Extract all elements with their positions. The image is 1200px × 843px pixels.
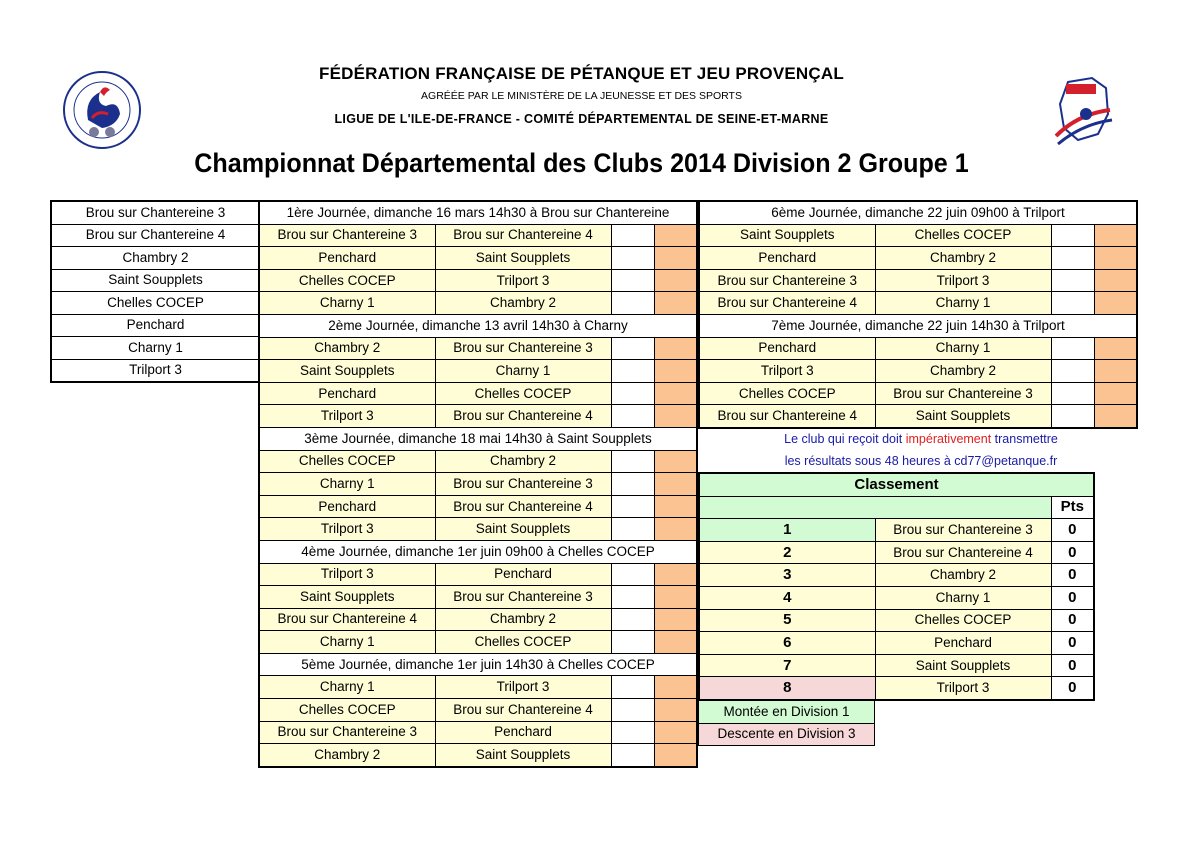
score-cell[interactable] <box>654 676 697 699</box>
notice-line-2: les résultats sous 48 heures à cd77@petanque.fr <box>784 454 1058 468</box>
rounds-right <box>698 200 1138 429</box>
home-team: Brou sur Chantereine 4 <box>699 292 875 315</box>
score-cell[interactable] <box>611 563 654 586</box>
away-team: Brou sur Chantereine 3 <box>435 473 611 496</box>
standings-row <box>699 519 1094 542</box>
rank-points: 0 <box>1051 609 1094 632</box>
score-cell[interactable] <box>611 269 654 292</box>
home-team: Charny 1 <box>259 473 435 496</box>
score-cell[interactable] <box>611 450 654 473</box>
round-title: 6ème Journée, dimanche 22 juin 09h00 à Trilport <box>699 201 1137 224</box>
team-cell: Chelles COCEP <box>51 292 260 315</box>
home-team: Chelles COCEP <box>259 699 435 722</box>
home-team: Penchard <box>259 247 435 270</box>
rank-number: 2 <box>699 541 875 564</box>
away-team: Chambry 2 <box>875 360 1051 383</box>
rank-team: Charny 1 <box>875 586 1051 609</box>
standings-row <box>699 632 1094 655</box>
score-cell[interactable] <box>1051 292 1094 315</box>
home-team: Brou sur Chantereine 3 <box>259 224 435 247</box>
away-team: Charny 1 <box>435 360 611 383</box>
round-2 <box>259 314 697 427</box>
score-cell[interactable] <box>611 631 654 654</box>
score-cell[interactable] <box>1051 405 1094 428</box>
team-cell: Trilport 3 <box>51 359 260 382</box>
score-cell[interactable] <box>1094 247 1137 270</box>
home-team: Brou sur Chantereine 4 <box>699 405 875 428</box>
score-cell[interactable] <box>1094 382 1137 405</box>
score-cell[interactable] <box>654 631 697 654</box>
standings-table <box>698 472 1095 701</box>
page-title: Championnat Départemental des Clubs 2014 Division 2 Groupe 1 <box>194 148 969 178</box>
score-cell[interactable] <box>1051 382 1094 405</box>
team-cell: Charny 1 <box>51 337 260 360</box>
home-team: Saint Soupplets <box>259 360 435 383</box>
round-title: 3ème Journée, dimanche 18 mai 14h30 à Saint Soupplets <box>259 427 697 450</box>
away-team: Trilport 3 <box>435 676 611 699</box>
score-cell[interactable] <box>1051 269 1094 292</box>
rounds-left <box>258 200 698 768</box>
away-team: Charny 1 <box>875 292 1051 315</box>
team-cell: Brou sur Chantereine 3 <box>51 201 260 224</box>
rank-team: Chelles COCEP <box>875 609 1051 632</box>
rank-number: 1 <box>699 519 875 542</box>
home-team: Penchard <box>259 382 435 405</box>
round-5 <box>259 653 697 766</box>
notice-text: transmettre <box>991 432 1058 446</box>
team-cell: Penchard <box>51 314 260 337</box>
score-cell[interactable] <box>654 699 697 722</box>
away-team: Brou sur Chantereine 4 <box>435 699 611 722</box>
score-cell[interactable] <box>1094 292 1137 315</box>
standings-legend <box>698 700 875 746</box>
away-team: Saint Soupplets <box>875 405 1051 428</box>
score-cell[interactable] <box>654 473 697 496</box>
score-cell[interactable] <box>654 586 697 609</box>
rank-points: 0 <box>1051 586 1094 609</box>
rank-team: Brou sur Chantereine 4 <box>875 541 1051 564</box>
home-team: Chelles COCEP <box>259 269 435 292</box>
rank-number: 8 <box>699 677 875 700</box>
home-team: Charny 1 <box>259 631 435 654</box>
away-team: Trilport 3 <box>875 269 1051 292</box>
score-cell[interactable] <box>1094 337 1137 360</box>
home-team: Charny 1 <box>259 676 435 699</box>
rank-points: 0 <box>1051 632 1094 655</box>
standings-row <box>699 609 1094 632</box>
away-team: Chambry 2 <box>435 292 611 315</box>
round-6 <box>699 201 1137 314</box>
round-title: 2ème Journée, dimanche 13 avril 14h30 à Charny <box>259 314 697 337</box>
home-team: Brou sur Chantereine 4 <box>259 608 435 631</box>
score-cell[interactable] <box>611 518 654 541</box>
standings-spacer <box>699 496 1051 519</box>
home-team: Charny 1 <box>259 292 435 315</box>
score-cell[interactable] <box>1051 360 1094 383</box>
score-cell[interactable] <box>611 405 654 428</box>
home-team: Brou sur Chantereine 3 <box>699 269 875 292</box>
rank-points: 0 <box>1051 541 1094 564</box>
rank-points: 0 <box>1051 564 1094 587</box>
score-cell[interactable] <box>611 608 654 631</box>
notice-emphasis: impérativement <box>905 432 992 446</box>
home-team: Chelles COCEP <box>259 450 435 473</box>
results-notice <box>698 428 1144 472</box>
score-cell[interactable] <box>654 450 697 473</box>
rank-team: Saint Soupplets <box>875 654 1051 677</box>
score-cell[interactable] <box>611 382 654 405</box>
rank-points: 0 <box>1051 677 1094 700</box>
score-cell[interactable] <box>1094 360 1137 383</box>
away-team: Chelles COCEP <box>875 224 1051 247</box>
league-line: LIGUE DE L'ILE-DE-FRANCE - COMITÉ DÉPARTEMENTAL DE SEINE-ET-MARNE <box>334 112 829 126</box>
away-team: Brou sur Chantereine 3 <box>435 337 611 360</box>
agreement-line: AGRÉÉE PAR LE MINISTÈRE DE LA JEUNESSE ET DES SPORTS <box>421 90 742 102</box>
rank-number: 4 <box>699 586 875 609</box>
notice-text: Le club qui reçoit doit <box>784 432 906 446</box>
pts-header: Pts <box>1051 496 1094 519</box>
relegation-label: Descente en Division 3 <box>699 723 875 746</box>
federation-name: FÉDÉRATION FRANÇAISE DE PÉTANQUE ET JEU PROVENÇAL <box>319 64 844 83</box>
rank-team: Brou sur Chantereine 3 <box>875 519 1051 542</box>
standings-row <box>699 586 1094 609</box>
home-team: Saint Soupplets <box>259 586 435 609</box>
rank-number: 7 <box>699 654 875 677</box>
score-cell[interactable] <box>1051 224 1094 247</box>
rank-points: 0 <box>1051 654 1094 677</box>
home-team: Chambry 2 <box>259 337 435 360</box>
away-team: Brou sur Chantereine 4 <box>435 224 611 247</box>
away-team: Brou sur Chantereine 4 <box>435 495 611 518</box>
score-cell[interactable] <box>611 473 654 496</box>
home-team: Chelles COCEP <box>699 382 875 405</box>
team-cell: Saint Soupplets <box>51 269 260 292</box>
score-cell[interactable] <box>654 269 697 292</box>
score-cell[interactable] <box>654 563 697 586</box>
round-title: 5ème Journée, dimanche 1er juin 14h30 à Chelles COCEP <box>259 653 697 676</box>
away-team: Penchard <box>435 563 611 586</box>
home-team: Trilport 3 <box>699 360 875 383</box>
score-cell[interactable] <box>1051 337 1094 360</box>
score-cell[interactable] <box>654 224 697 247</box>
home-team: Penchard <box>259 495 435 518</box>
home-team: Trilport 3 <box>259 518 435 541</box>
round-4 <box>259 540 697 653</box>
standings-row <box>699 541 1094 564</box>
promotion-label: Montée en Division 1 <box>699 701 875 724</box>
away-team: Saint Soupplets <box>435 744 611 767</box>
away-team: Chambry 2 <box>435 608 611 631</box>
round-title: 1ère Journée, dimanche 16 mars 14h30 à Brou sur Chantereine <box>259 201 697 224</box>
rank-team: Penchard <box>875 632 1051 655</box>
score-cell[interactable] <box>611 676 654 699</box>
round-3 <box>259 427 697 540</box>
away-team: Penchard <box>435 721 611 744</box>
home-team: Penchard <box>699 337 875 360</box>
rank-number: 5 <box>699 609 875 632</box>
standings-row <box>699 654 1094 677</box>
rank-number: 3 <box>699 564 875 587</box>
rank-team: Trilport 3 <box>875 677 1051 700</box>
score-cell[interactable] <box>654 495 697 518</box>
score-cell[interactable] <box>611 721 654 744</box>
round-title: 4ème Journée, dimanche 1er juin 09h00 à Chelles COCEP <box>259 540 697 563</box>
notice-line-1 <box>698 428 1144 450</box>
score-cell[interactable] <box>611 247 654 270</box>
score-cell[interactable] <box>1094 405 1137 428</box>
score-cell[interactable] <box>611 337 654 360</box>
score-cell[interactable] <box>1051 247 1094 270</box>
home-team: Saint Soupplets <box>699 224 875 247</box>
score-cell[interactable] <box>611 744 654 767</box>
score-cell[interactable] <box>1094 224 1137 247</box>
round-title: 7ème Journée, dimanche 22 juin 14h30 à Trilport <box>699 314 1137 337</box>
score-cell[interactable] <box>654 518 697 541</box>
team-cell: Chambry 2 <box>51 247 260 270</box>
away-team: Chelles COCEP <box>435 382 611 405</box>
away-team: Saint Soupplets <box>435 247 611 270</box>
away-team: Charny 1 <box>875 337 1051 360</box>
team-cell: Brou sur Chantereine 4 <box>51 224 260 247</box>
score-cell[interactable] <box>654 382 697 405</box>
home-team: Trilport 3 <box>259 563 435 586</box>
away-team: Brou sur Chantereine 3 <box>875 382 1051 405</box>
away-team: Chambry 2 <box>875 247 1051 270</box>
home-team: Chambry 2 <box>259 744 435 767</box>
score-cell[interactable] <box>611 495 654 518</box>
away-team: Saint Soupplets <box>435 518 611 541</box>
score-cell[interactable] <box>654 360 697 383</box>
score-cell[interactable] <box>654 337 697 360</box>
score-cell[interactable] <box>654 247 697 270</box>
rank-team: Chambry 2 <box>875 564 1051 587</box>
rank-points: 0 <box>1051 519 1094 542</box>
teams-table <box>50 200 261 383</box>
score-cell[interactable] <box>654 744 697 767</box>
standings-title: Classement <box>699 473 1094 496</box>
score-cell[interactable] <box>611 699 654 722</box>
score-cell[interactable] <box>611 586 654 609</box>
score-cell[interactable] <box>611 224 654 247</box>
away-team: Chambry 2 <box>435 450 611 473</box>
score-cell[interactable] <box>654 608 697 631</box>
score-cell[interactable] <box>654 292 697 315</box>
home-team: Penchard <box>699 247 875 270</box>
away-team: Brou sur Chantereine 3 <box>435 586 611 609</box>
home-team: Trilport 3 <box>259 405 435 428</box>
round-7 <box>699 314 1137 427</box>
home-team: Brou sur Chantereine 3 <box>259 721 435 744</box>
standings-row <box>699 677 1094 700</box>
standings-row <box>699 564 1094 587</box>
away-team: Trilport 3 <box>435 269 611 292</box>
score-cell[interactable] <box>611 360 654 383</box>
score-cell[interactable] <box>1094 269 1137 292</box>
away-team: Chelles COCEP <box>435 631 611 654</box>
score-cell[interactable] <box>611 292 654 315</box>
rank-number: 6 <box>699 632 875 655</box>
score-cell[interactable] <box>654 721 697 744</box>
score-cell[interactable] <box>654 405 697 428</box>
round-1 <box>259 201 697 314</box>
away-team: Brou sur Chantereine 4 <box>435 405 611 428</box>
